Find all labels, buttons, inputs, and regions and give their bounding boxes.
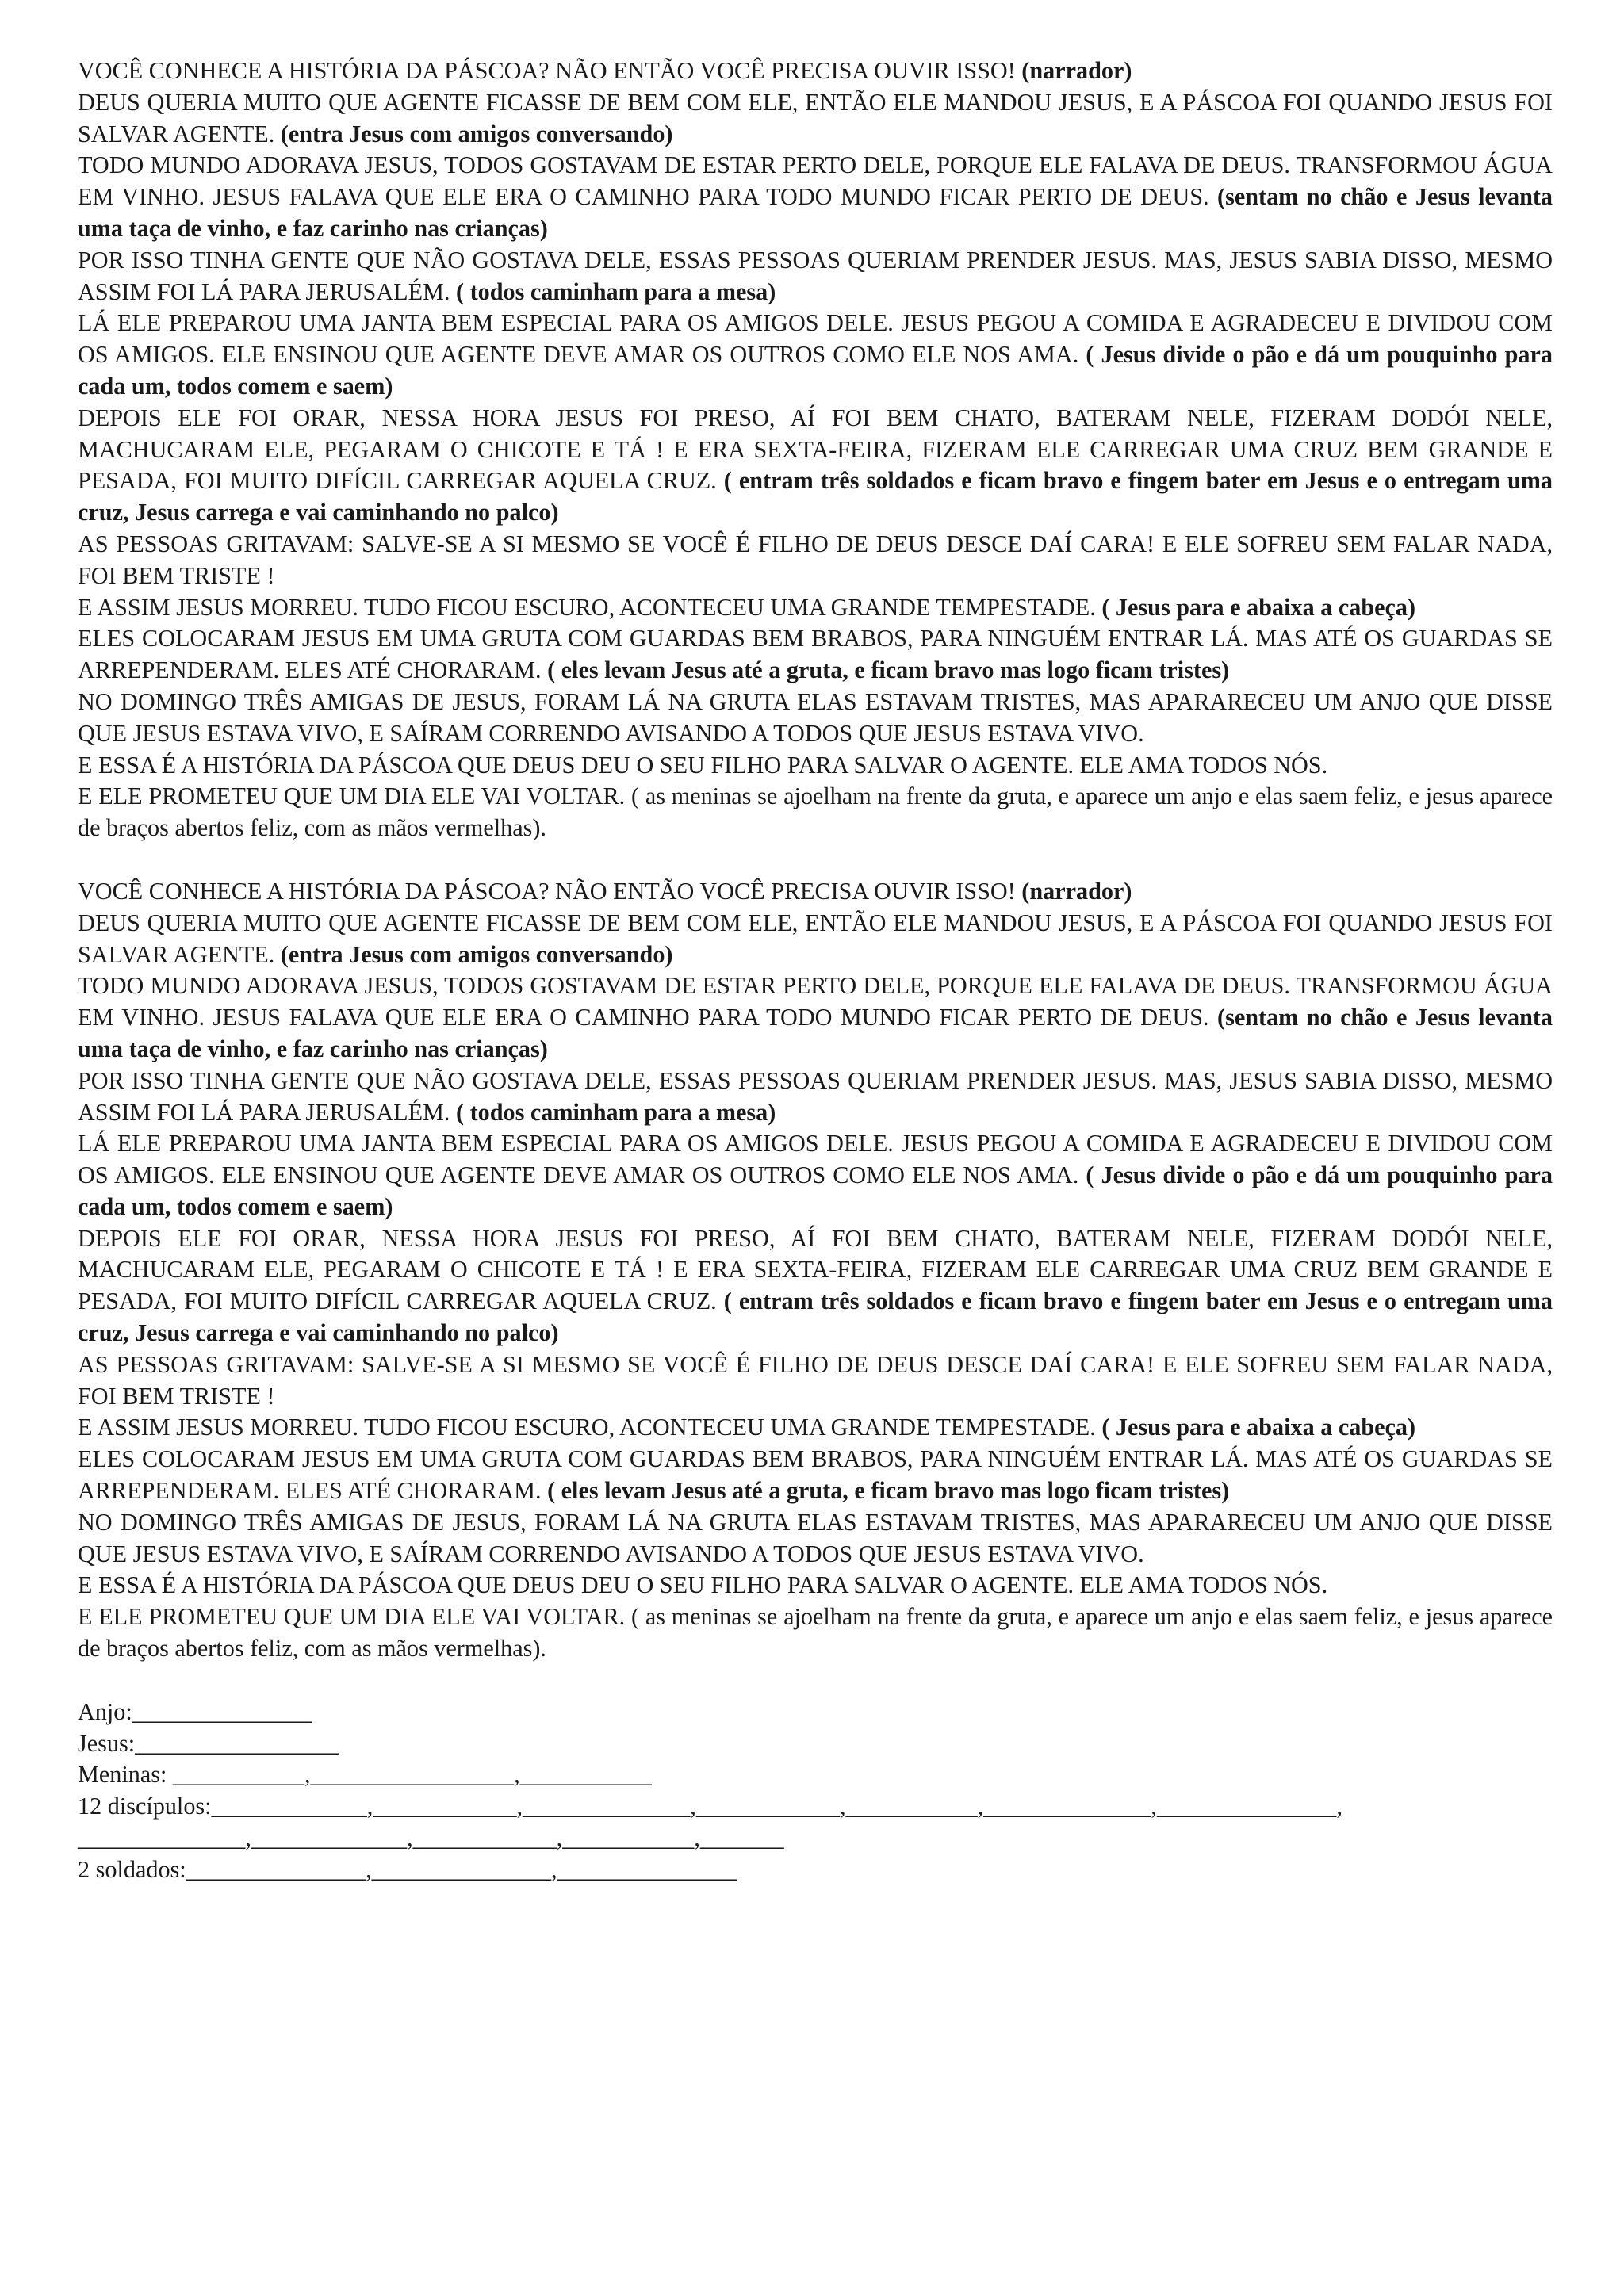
narration-text: E ESSA É A HISTÓRIA DA PÁSCOA QUE DEUS DEU O SEU FILHO PARA SALVAR O AGENTE. ELE AMA TODOS NÓS. [78, 1571, 1328, 1599]
script-paragraph [78, 781, 1553, 844]
narration-text: NO DOMINGO TRÊS AMIGAS DE JESUS, FORAM LÁ NA GRUTA ELAS ESTAVAM TRISTES, MAS APARARECEU UM ANJO QUE DISSE QUE JESUS ESTAVA VIVO, E SAÍRAM CORRENDO AVISANDO A TODOS QUE JESUS ESTAVA VIVO. [78, 687, 1553, 747]
cast-line-jesus: Jesus:_________________ [78, 1729, 339, 1757]
narration-text: POR ISSO TINHA GENTE QUE NÃO GOSTAVA DELE, ESSAS PESSOAS QUERIAM PRENDER JESUS. MAS, JESUS SABIA DISSO, MESMO ASSIM FOI LÁ PARA JERUSALÉM. [78, 246, 1553, 305]
narration-text: E ELE PROMETEU QUE UM DIA ELE VAI VOLTAR. [78, 783, 626, 810]
stage-direction: ( todos caminham para a mesa) [455, 277, 776, 305]
narration-text: ELES COLOCARAM JESUS EM UMA GRUTA COM GUARDAS BEM BRABOS, PARA NINGUÉM ENTRAR LÁ. MAS ATÉ OS GUARDAS SE ARREPENDERAM. ELES ATÉ CHORARAM. [78, 625, 1553, 684]
stage-direction: (narrador) [1021, 877, 1132, 905]
script-paragraph [78, 1507, 1553, 1571]
narration-text: DEUS QUERIA MUITO QUE AGENTE FICASSE DE BEM COM ELE, ENTÃO ELE MANDOU JESUS, E A PÁSCOA FOI QUANDO JESUS FOI SALVAR AGENTE. [78, 88, 1553, 147]
stage-direction: ( Jesus divide o pão e dá um pouquinho para cada um, todos comem e saem) [78, 1161, 1553, 1220]
stage-direction: ( eles levam Jesus até a gruta, e ficam bravo mas logo ficam tristes) [547, 1477, 1230, 1505]
stage-direction: (entra Jesus com amigos conversando) [280, 120, 673, 147]
narration-text: E ESSA É A HISTÓRIA DA PÁSCOA QUE DEUS DEU O SEU FILHO PARA SALVAR O AGENTE. ELE AMA TODOS NÓS. [78, 751, 1328, 779]
cast-line-discipulos-continued: ______________,_____________,____________,___________,_______ [78, 1824, 784, 1852]
script-paragraph [78, 1128, 1553, 1223]
stage-direction: ( entram três soldados e ficam bravo e fingem bater em Jesus e o entregam uma cruz, Jesus carrega e vai caminhando no palco) [78, 467, 1553, 526]
script-paragraph [78, 623, 1553, 687]
narration-text: VOCÊ CONHECE A HISTÓRIA DA PÁSCOA? NÃO ENTÃO VOCÊ PRECISA OUVIR ISSO! [78, 877, 1016, 905]
stage-direction: ( Jesus para e abaixa a cabeça) [1101, 593, 1416, 621]
narration-text: NO DOMINGO TRÊS AMIGAS DE JESUS, FORAM LÁ NA GRUTA ELAS ESTAVAM TRISTES, MAS APARARECEU UM ANJO QUE DISSE QUE JESUS ESTAVA VIVO, E SAÍRAM CORRENDO AVISANDO A TODOS QUE JESUS ESTAVA VIVO. [78, 1508, 1553, 1567]
script-paragraph [78, 687, 1553, 750]
cast-line-meninas: Meninas: ___________,_________________,___________ [78, 1761, 652, 1789]
script-paragraph [78, 1601, 1553, 1665]
narration-text: ELES COLOCARAM JESUS EM UMA GRUTA COM GUARDAS BEM BRABOS, PARA NINGUÉM ENTRAR LÁ. MAS ATÉ OS GUARDAS SE ARREPENDERAM. ELES ATÉ CHORARAM. [78, 1445, 1553, 1505]
narration-text: E ASSIM JESUS MORREU. TUDO FICOU ESCURO, ACONTECEU UMA GRANDE TEMPESTADE. [78, 593, 1096, 621]
stage-direction: ( as meninas se ajoelham na frente da gruta, e aparece um anjo e elas saem feliz, e jesus aparece de braços abertos feliz, com as mãos vermelhas). [78, 1603, 1553, 1663]
narration-text: POR ISSO TINHA GENTE QUE NÃO GOSTAVA DELE, ESSAS PESSOAS QUERIAM PRENDER JESUS. MAS, JESUS SABIA DISSO, MESMO ASSIM FOI LÁ PARA JERUSALÉM. [78, 1066, 1553, 1126]
narration-text: LÁ ELE PREPAROU UMA JANTA BEM ESPECIAL PARA OS AMIGOS DELE. JESUS PEGOU A COMIDA E AGRADECEU E DIVIDOU COM OS AMIGOS. ELE ENSINOU QUE AGENTE DEVE AMAR OS OUTROS COMO ELE NOS AMA. [78, 309, 1553, 369]
script-paragraph [78, 592, 1553, 624]
script-paragraph [78, 529, 1553, 592]
script-paragraph [78, 970, 1553, 1065]
script-paragraph [78, 87, 1553, 151]
cast-line-anjo: Anjo:_______________ [78, 1697, 312, 1725]
narration-text: AS PESSOAS GRITAVAM: SALVE-SE A SI MESMO SE VOCÊ É FILHO DE DEUS DESCE DAÍ CARA! E ELE SOFREU SEM FALAR NADA, FOI BEM TRISTE ! [78, 1350, 1553, 1410]
stage-direction: (entra Jesus com amigos conversando) [280, 940, 673, 968]
stage-direction: ( todos caminham para a mesa) [455, 1098, 776, 1126]
cast-list [78, 1697, 1553, 1886]
script-block-2 [78, 876, 1553, 1665]
stage-direction: ( Jesus divide o pão e dá um pouquinho para cada um, todos comem e saem) [78, 341, 1553, 400]
narration-text: VOCÊ CONHECE A HISTÓRIA DA PÁSCOA? NÃO ENTÃO VOCÊ PRECISA OUVIR ISSO! [78, 57, 1016, 84]
narration-text: TODO MUNDO ADORAVA JESUS, TODOS GOSTAVAM DE ESTAR PERTO DELE, PORQUE ELE FALAVA DE DEUS. TRANSFORMOU ÁGUA EM VINHO. JESUS FALAVA QUE ELE ERA O CAMINHO PARA TODO MUNDO FICAR PERTO DE DEUS. [78, 151, 1553, 211]
stage-direction: (narrador) [1021, 57, 1132, 84]
stage-direction: (sentam no chão e Jesus levanta uma taça de vinho, e faz carinho nas crianças) [78, 183, 1553, 242]
script-paragraph [78, 308, 1553, 402]
script-paragraph [78, 1349, 1553, 1413]
script-paragraph [78, 245, 1553, 308]
narration-text: DEUS QUERIA MUITO QUE AGENTE FICASSE DE BEM COM ELE, ENTÃO ELE MANDOU JESUS, E A PÁSCOA FOI QUANDO JESUS FOI SALVAR AGENTE. [78, 909, 1553, 968]
stage-direction: ( entram três soldados e ficam bravo e fingem bater em Jesus e o entregam uma cruz, Jesus carrega e vai caminhando no palco) [78, 1288, 1553, 1347]
script-paragraph [78, 1444, 1553, 1507]
script-paragraph [78, 1570, 1553, 1601]
document-page [78, 55, 1553, 1886]
script-paragraph [78, 876, 1553, 908]
script-paragraph [78, 1412, 1553, 1444]
stage-direction: ( eles levam Jesus até a gruta, e ficam bravo mas logo ficam tristes) [547, 656, 1230, 684]
script-paragraph [78, 150, 1553, 244]
narration-text: E ASSIM JESUS MORREU. TUDO FICOU ESCURO, ACONTECEU UMA GRANDE TEMPESTADE. [78, 1414, 1096, 1441]
narration-text: DEPOIS ELE FOI ORAR, NESSA HORA JESUS FOI PRESO, AÍ FOI BEM CHATO, BATERAM NELE, FIZERAM DODÓI NELE, MACHUCARAM ELE, PEGARAM O CHICOTE E TÁ ! E ERA SEXTA-FEIRA, FIZERAM ELE CARREGAR UMA CRUZ BEM GRANDE E PESADA, FOI MUITO DIFÍCIL CARREGAR AQUELA CRUZ. [78, 1224, 1553, 1315]
script-paragraph [78, 1066, 1553, 1129]
script-paragraph [78, 1223, 1553, 1349]
stage-direction: ( as meninas se ajoelham na frente da gruta, e aparece um anjo e elas saem feliz, e jesus aparece de braços abertos feliz, com as mãos vermelhas). [78, 783, 1553, 842]
narration-text: E ELE PROMETEU QUE UM DIA ELE VAI VOLTAR. [78, 1603, 626, 1631]
script-paragraph [78, 55, 1553, 87]
stage-direction: (sentam no chão e Jesus levanta uma taça de vinho, e faz carinho nas crianças) [78, 1004, 1553, 1062]
stage-direction: ( Jesus para e abaixa a cabeça) [1101, 1414, 1416, 1441]
narration-text: AS PESSOAS GRITAVAM: SALVE-SE A SI MESMO SE VOCÊ É FILHO DE DEUS DESCE DAÍ CARA! E ELE SOFREU SEM FALAR NADA, FOI BEM TRISTE ! [78, 530, 1553, 589]
cast-line-discipulos: 12 discípulos:_____________,____________,______________,____________,___________,______________,_______________, [78, 1793, 1342, 1820]
narration-text: DEPOIS ELE FOI ORAR, NESSA HORA JESUS FOI PRESO, AÍ FOI BEM CHATO, BATERAM NELE, FIZERAM DODÓI NELE, MACHUCARAM ELE, PEGARAM O CHICOTE E TÁ ! E ERA SEXTA-FEIRA, FIZERAM ELE CARREGAR UMA CRUZ BEM GRANDE E PESADA, FOI MUITO DIFÍCIL CARREGAR AQUELA CRUZ. [78, 404, 1553, 495]
script-paragraph [78, 750, 1553, 782]
script-paragraph [78, 908, 1553, 971]
narration-text: TODO MUNDO ADORAVA JESUS, TODOS GOSTAVAM DE ESTAR PERTO DELE, PORQUE ELE FALAVA DE DEUS. TRANSFORMOU ÁGUA EM VINHO. JESUS FALAVA QUE ELE ERA O CAMINHO PARA TODO MUNDO FICAR PERTO DE DEUS. [78, 972, 1553, 1031]
script-paragraph [78, 403, 1553, 529]
script-block-1 [78, 55, 1553, 844]
cast-line-soldados: 2 soldados:_______________,_______________,_______________ [78, 1855, 737, 1883]
narration-text: LÁ ELE PREPAROU UMA JANTA BEM ESPECIAL PARA OS AMIGOS DELE. JESUS PEGOU A COMIDA E AGRADECEU E DIVIDOU COM OS AMIGOS. ELE ENSINOU QUE AGENTE DEVE AMAR OS OUTROS COMO ELE NOS AMA. [78, 1130, 1553, 1189]
